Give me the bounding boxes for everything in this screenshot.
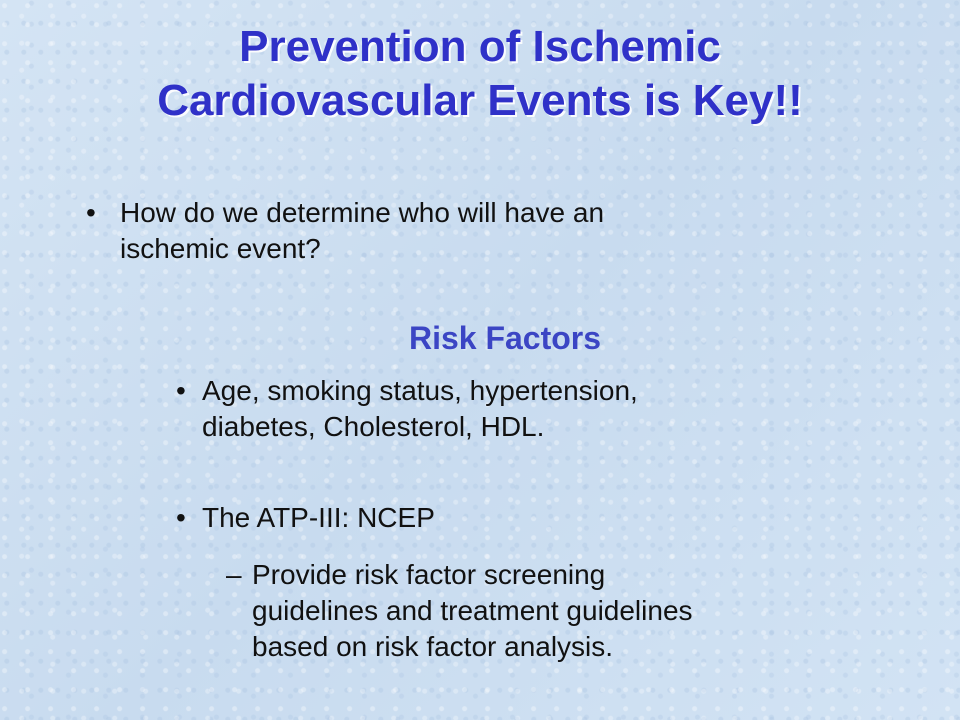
bullet-marker: • [176, 502, 186, 533]
bullet-text-line-1: Age, smoking status, hypertension, [202, 375, 638, 406]
bullet-text-line-2: diabetes, Cholesterol, HDL. [202, 411, 545, 442]
bullet-text-line-2: ischemic event? [120, 233, 321, 264]
bullet-question [86, 195, 846, 267]
bullet-atp-iii [176, 500, 836, 536]
subheading-risk-factors: Risk Factors [408, 320, 602, 356]
sub-bullet-guidelines [226, 557, 866, 665]
bullet-risk-list [176, 373, 836, 445]
sub-bullet-text-line-3: based on risk factor analysis. [252, 631, 614, 662]
sub-bullet-text-line-2: guidelines and treatment guidelines [252, 595, 693, 626]
sub-bullet-text-line-1: Provide risk factor screening [252, 559, 606, 590]
slide-title [0, 20, 960, 128]
title-line-2: Cardiovascular Events is Key!! [157, 76, 803, 125]
bullet-text-line-1: How do we determine who will have an [120, 197, 605, 228]
bullet-marker: • [176, 375, 186, 406]
dash-marker: – [226, 559, 242, 590]
title-line-1: Prevention of Ischemic [239, 22, 721, 71]
bullet-text: The ATP-III: NCEP [202, 502, 435, 533]
bullet-marker: • [86, 197, 96, 228]
